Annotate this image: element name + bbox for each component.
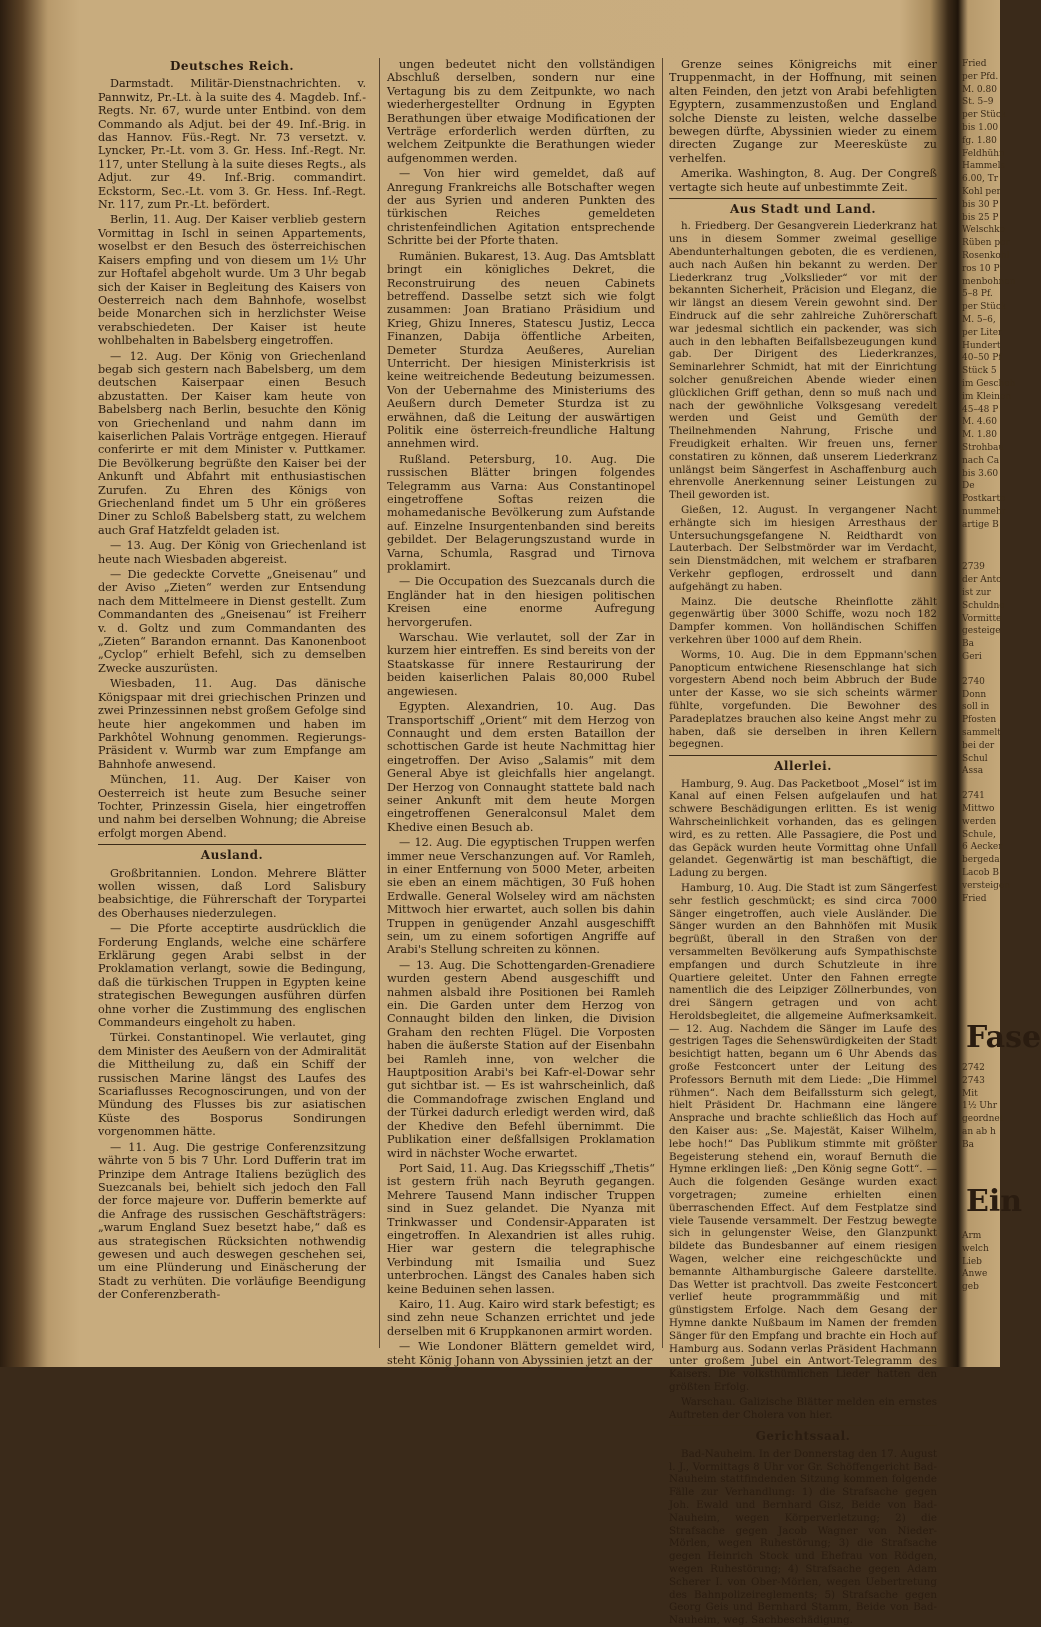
article-paragraph: Wiesbaden, 11. Aug. Das dänische Königspaar mit drei griechischen Prinzen und zwei Prinzessinnen nebst großem Gefolge sind heute hier angekommen und haben im Parkhôtel Wohnung genommen. Regierungs-Präsident v. Wurmb war zum Empfange am Bahnhofe anwesend. [98, 677, 366, 771]
article-paragraph: Amerika. Washington, 8. Aug. Der Congreß vertagte sich heute auf unbestimmte Zeit. [669, 167, 937, 194]
section-heading: Gerichtssaal. [755, 1429, 851, 1444]
edge-line: Fried [962, 893, 987, 904]
article-list [387, 58, 655, 1367]
edge-line: Hammels [962, 161, 1006, 172]
article-paragraph: — Wie Londoner Blättern gemeldet wird, steht König Johann von Abyssinien jetzt an der [387, 1340, 655, 1367]
edge-line: nach Ca [962, 455, 1000, 466]
edge-line: Strohbau [962, 442, 1005, 453]
edge-line: bis 3.60 [962, 468, 999, 479]
edge-text [962, 790, 1011, 905]
edge-line: Vormitte [962, 613, 1002, 624]
edge-line: bei der [962, 740, 995, 751]
edge-line: bis 30 P [962, 199, 999, 210]
edge-text [962, 1062, 1004, 1152]
edge-line: M. 4.60 [962, 417, 997, 428]
article-paragraph: Berlin, 11. Aug. Der Kaiser verblieb gestern Vormittag in Ischl in seinen Appartements, woselbst er den Besuch des österreichischen Kaisers empfing und von diesem um 1½ Uhr zur Hoftafel abgeholt wurde. Um 3 Uhr begab sich der Kaiser in Begleitung des Kaisers von Oesterreich nach dem Bahnhofe, woselbst beide Monarchen sich in herzlichster Weise verabschiedeten. Der Kaiser ist heute wohlbehalten in Babelsberg eingetroffen. [98, 213, 366, 348]
facing-page-edge [962, 1230, 1000, 1320]
edge-line: soll in [962, 702, 990, 713]
edge-line: fg. 1.80 [962, 135, 997, 146]
edge-line: 6 Aecker [962, 842, 1003, 853]
edge-line: 2742 [962, 1063, 985, 1073]
divider [669, 1425, 937, 1426]
edge-line: M. 0.80 [962, 84, 997, 95]
edge-line: Kohl per [962, 186, 1001, 197]
article-paragraph: Rumänien. Bukarest, 13. Aug. Das Amtsblatt bringt ein königliches Dekret, die Reconstruirung des neuen Cabinets betreffend. Dasselbe setzt sich wie folgt zusammen: Joan Bratiano Präsidium und Krieg, Ghizu Inneres, Statescu Justiz, Lecca Finanzen, Dabija öffentliche Arbeiten, Demeter Sturdza Aeußeres, Aurelian Unterricht. Der hiesigen Ministerkrisis ist keine weitreichende Bedeutung beizumessen. Von der Uebernahme des Ministeriums des Aeußern durch Demeter Sturdza ist zu erwähnen, daß die Leitung der auswärtigen Politik eine österreich-freundliche Haltung annehmen wird. [387, 249, 655, 451]
edge-line: Arm [962, 1231, 982, 1241]
article-list [98, 867, 366, 1302]
article-paragraph: Warschau. Galizische Blätter melden ein ernstes Auftreten der Cholera von hier. [669, 1395, 937, 1421]
edge-line: Schule, [962, 829, 996, 840]
edge-line: 2743 [962, 1075, 985, 1086]
edge-line: 2739 [962, 562, 985, 573]
edge-line: 40–50 Pf [962, 353, 1002, 364]
column-2 [387, 58, 655, 1367]
edge-line: Feldhühn [962, 148, 1005, 159]
edge-heading: Ein [966, 1184, 1023, 1219]
edge-line: werden [962, 816, 997, 827]
edge-line: 1½ Uhr [962, 1101, 997, 1112]
edge-line: ist zur [962, 588, 991, 599]
article-paragraph: München, 11. Aug. Der Kaiser von Oesterreich ist heute zum Besuche seiner Tochter, Prinzessin Gisela, hier eingetroffen und nahm bei derselben Wohnung; die Abreise erfolgt morgen Abend. [98, 773, 366, 840]
edge-line: nummehr [962, 506, 1007, 517]
edge-line: Ba [962, 639, 974, 650]
column-rule [662, 58, 663, 1348]
divider [669, 755, 937, 756]
article-list [98, 77, 366, 840]
article-paragraph: Rußland. Petersburg, 10. Aug. Die russischen Blätter bringen folgendes Telegramm aus Varna: Aus Constantinopel eingetroffene Softas reizen die mohamedanische Bevölkerung zum Aufstande auf. Einzelne Insurgentenbanden sind bereits gebildet. Der Belagerungszustand wurde in Varna, Schumla, Rasgrad und Tirnova proklamirt. [387, 452, 655, 574]
article-paragraph: Egypten. Alexandrien, 10. Aug. Das Transportschiff „Orient“ mit dem Herzog von Connaught und dem ersten Bataillon der schottischen Garde ist heute Nachmittag hier eingetroffen. Der Aviso „Salamis“ mit dem General Abye ist gleichfalls hier angelangt. Der Herzog von Connaught stattete bald nach seiner Ankunft mit dem heute Morgen eingetroffenen Generalconsul Malet dem Khedive einen Besuch ab. [387, 700, 655, 834]
article-paragraph: Türkei. Constantinopel. Wie verlautet, ging dem Minister des Aeußern von der Admiralität die Mittheilung zu, daß ein Schiff der russischen Marine längst des Laufes des Scariaflusses Recognoscirungen, und von der Mündung des Flusses bis zur asiatischen Küste des Bosporus Sondirungen vorgenommen hätte. [98, 1031, 366, 1139]
edge-text [962, 1230, 1000, 1294]
edge-line: Hundert [962, 340, 1001, 351]
facing-page-edge [962, 1062, 1004, 1172]
section-heading: Aus Stadt und Land. [729, 202, 877, 217]
edge-line: Lieb [962, 1256, 982, 1267]
column-3 [669, 58, 937, 1627]
article-paragraph: Großbritannien. London. Mehrere Blätter wollen wissen, daß Lord Salisbury beabsichtige, die Führerschaft der Torypartei des Oberhauses niederzulegen. [98, 866, 366, 920]
article-paragraph: Worms, 10. Aug. Die in dem Eppmann'schen Panopticum entwichene Riesenschlange hat sich vorgestern Abend noch beim Abbruch der Bude unter der Kasse, wo sie sich scheints wärmer fühlte, vorgefunden. Die Bewohner des Paradeplatzes brauchen also keine Angst mehr zu haben, daß sie derselben in ihren Kellern begegnen. [669, 648, 937, 751]
article-paragraph: Mainz. Die deutsche Rheinflotte zählt gegenwärtig über 3000 Schiffe, wozu noch 182 Dampfer kommen. Von holländischen Schiffen verkehren über 1000 auf dem Rhein. [669, 595, 937, 646]
edge-line: 5–8 Pf. [962, 289, 993, 300]
edge-line: Ba [962, 1139, 974, 1150]
article-paragraph: — Die gedeckte Corvette „Gneisenau“ und der Aviso „Zieten“ werden zur Entsendung nach dem Mittelmeere in Dienst gestellt. Zum Commandanten des „Gneisenau“ ist Freiherr v. d. Goltz und zum Commandanten des „Zieten“ Barandon ernannt. Das Kanonenboot „Cyclop“ erhielt Befehl, sich zu demselben Zwecke auszurüsten. [98, 568, 366, 675]
edge-line: Stück 5 [962, 366, 997, 377]
edge-line: bis 25 P [962, 212, 999, 223]
article-paragraph: — 13. Aug. Der König von Griechenland ist heute nach Wiesbaden abgereist. [98, 539, 366, 566]
edge-line: M. 1.80 [962, 430, 997, 441]
edge-line: Rüben per [962, 238, 1010, 249]
edge-line: Pfosten [962, 715, 997, 726]
edge-line: geordnet [962, 1114, 1004, 1125]
edge-line: im Gescheh [962, 378, 1016, 389]
edge-line: versteigen [962, 880, 1011, 891]
edge-line: 45–48 P [962, 404, 999, 415]
edge-line: bis 1.00 [962, 122, 999, 133]
article-list [669, 220, 937, 751]
edge-line: an ab h [962, 1126, 996, 1137]
edge-line: Mittwo [962, 804, 995, 815]
article-paragraph: Hamburg, 10. Aug. Die Stadt ist zum Sängerfest sehr festlich geschmückt; es sind circa 7000 Sänger eingetroffen, auch viele Ausländer. Die Sänger wurden an den Bahnhöfen mit Musik begrüßt, überall in den Straßen von der versammelten Bevölkerung aufs Sympathischste empfangen und durch Schutzleute in ihre Quartiere geleitet. Unter den Fahnen erregte namentlich die des Leipziger Zöllnerbundes, von drei Sängern getragen und von acht Heroldsbegleitet, die allgemeine Aufmerksamkeit. — 12. Aug. Nachdem die Sänger im Laufe des gestrigen Tages die Sehenswürdigkeiten der Stadt besichtigt hatten, begann um 6 Uhr Abends das große Festconcert unter der Leitung des Professors Bernuth mit dem Liede: „Die Himmel rühmen“. Nach dem Beifallssturm sich gelegt, hielt Präsident Dr. Hachmann eine längere Ansprache und brachte schließlich das Hoch auf den Kaiser aus: „Se. Majestät, Kaiser Wilhelm, lebe hoch!“ Das Publikum stimmte mit größter Begeisterung stehend ein, worauf Bernuth die Hymne erklingen ließ: „Den König segne Gott“. — Auch die folgenden Gesänge wurden exact vorgetragen; zumeine erhielten einen überraschenden Effect. Auf dem Festplatze sind viele Tausende versammelt. Der Festzug bewegte sich in gelungenster Weise, den Glanzpunkt bildete das Bundesbanner auf einem riesigen Wagen, welcher eine reichgeschückte und bemannte Althamburgische Galeere darstellte. Das Wetter ist prachtvoll. Das zweite Festconcert verlief heute programmmäßig und mit günstigstem Erfolge. Nach dem Gesang der Hymne dankte Nußbaum im Namen der fremden Sänger für den Empfang und brachte ein Hoch auf Hamburg aus. Sodann verlas Präsident Hachmann unter großem Jubel ein Antwort-Telegramm des Kaisers. Die volksthümlichen Lieder hatten den größten Erfolg. [669, 881, 937, 1393]
article-paragraph: Warschau. Wie verlautet, soll der Zar in kurzem hier eintreffen. Es sind bereits von der Staatskasse für innere Restaurirung der beiden kaiserlichen Palais 80,000 Rubel angewiesen. [387, 631, 655, 698]
edge-line: gesteige [962, 626, 1001, 637]
edge-line: Mit [962, 1088, 978, 1099]
edge-line: Lacob B [962, 868, 1000, 879]
edge-line: M. 5–6, [962, 314, 996, 325]
edge-text [962, 561, 1005, 663]
article-list [669, 58, 937, 194]
edge-line: ros 10 P [962, 263, 1000, 274]
edge-line: Schul [962, 753, 988, 764]
article-paragraph: Hamburg, 9. Aug. Das Packetboot „Mosel“ ist im Kanal auf einen Felsen aufgelaufen und hat schwere Beschädigungen erlitten. Es ist wenig Wahrscheinlichkeit vorhanden, das es gelingen wird, es zu retten. Alle Passagiere, die Post und das Gepäck wurden heute Vormittag ohne Unfall gelandet. Gegenwärtig ist man beschäftigt, die Ladung zu bergen. [669, 777, 937, 880]
column-rule [379, 58, 380, 1348]
article-paragraph: h. Friedberg. Der Gesangverein Liederkranz hat uns in diesem Sommer zweimal gesellige Abendunterhaltungen geboten, die es verdienen, auch nach Außen hin bekannt zu werden. Der Liederkranz trug „Volkslieder“ vor mit der bekannten Sicherheit, Präcision und Eleganz, die wir längst an diesem Verein gewohnt sind. Der Eindruck auf die sehr zahlreiche Zuhörerschaft war jedesmal sichtlich ein packender, was sich auch in den lebhaften Beifallsbezeugungen kund gab. Der Dirigent des Liederkranzes, Seminarlehrer Schmidt, hat mit der Einrichtung solcher genußreichen Abende wieder einen glücklichen Griff gethan, denn so muß nach und nach der gewöhnliche Volksgesang veredelt werden und Geist und Gemüth der Theilnehmenden Nahrung, Frische und Freudigkeit erhalten. Wir freuen uns, ferner constatiren zu können, daß unserem Liederkranz unlängst beim Sängerfest in Aschaffenburg auch ehrenvolle Anerkennung seiner Leistungen zu Theil geworden ist. [669, 220, 937, 502]
edge-line: St. 5–9 [962, 97, 994, 108]
edge-line: im Kleinen [962, 391, 1011, 402]
edge-line: 6.00, Tr [962, 174, 999, 185]
edge-line: artige B [962, 519, 999, 530]
edge-line: per Stück [962, 302, 1007, 313]
edge-line: Donn [962, 689, 987, 700]
divider [98, 844, 366, 845]
edge-line: Anwe [962, 1269, 988, 1280]
edge-line: Geri [962, 652, 982, 663]
edge-line: per Pfd. [962, 71, 999, 82]
edge-line: Rosenkohl [962, 250, 1010, 261]
edge-line: geb [962, 1282, 979, 1293]
article-paragraph: Kairo, 11. Aug. Kairo wird stark befestigt; es sind zehn neue Schanzen errichtet und jede derselben mit 6 Kruppkanonen armirt worden. [387, 1297, 655, 1338]
edge-line: per Stück [962, 110, 1007, 121]
edge-line: 2740 [962, 676, 985, 687]
edge-line: Fried [962, 59, 987, 69]
edge-line: Welschko [962, 225, 1006, 236]
edge-line: 2741 [962, 791, 985, 802]
article-paragraph: — 13. Aug. Die Schottengarden-Grenadiere wurden gestern Abend ausgeschifft und nahmen alsbald ihre Positionen bei Ramleh ein. Die Garden unter dem Herzog von Connaught bilden den linken, die Division Graham den rechten Flügel. Die Vorposten haben die äußerste Station auf der Eisenbahn bei Ramleh inne, von welcher die Hauptposition Arabi's bei Kafr-el-Dowar sehr gut sichtbar ist. — Es ist wahrscheinlich, daß die Commandofrage zwischen England und der Türkei dadurch erledigt werden wird, daß der Khedive den Befehl übernimmt. Die Publikation einer deßfallsigen Proklamation wird in nächster Woche erwartet. [387, 958, 655, 1160]
article-paragraph: Bad-Nauheim. In der Donnerstag den 17. August l. J., Vormittags 8 Uhr vor Gr. Schöffengericht Bad-Nauheim stattfindenden Sitzung kommen folgende Fälle zur Verhandlung: 1) die Strafsache gegen Joh. Ewald und Bernhard Gisz, Beide von Bad-Nauheim, wegen Körperverletzung; 2) die Strafsache gegen Jacob Wagner von Nieder-Mörlen, wegen Ruhestörung; 3) die Strafsache gegen Heinrich Stock und Ehefrau von Rödgen, wegen Ruhestörung; 4) Strafsache gegen Adam Scherer I. von Ober-Mörlen, wegen Uebertretung des Bahnpolizeireglements; 5) Strafsache gegen Georg Geis und Bernhard Stamm, Beide von Bad-Nauheim, weg. Sachbeschädigung. [669, 1447, 937, 1627]
section-heading: Allerlei. [774, 759, 832, 774]
article-paragraph: — 12. Aug. Der König von Griechenland begab sich gestern nach Babelsberg, um dem deutschen Kaiserpaar einen Besuch abzustatten. Der Kaiser kam heute von Babelsberg nach Berlin, besuchte den König von Griechenland und nahm dann im kaiserlichen Palais Vorträge entgegen. Hierauf conferirte er mit dem Minister v. Puttkamer. Die Bevölkerung begrüßte den Kaiser bei der Ankunft und Abfahrt mit enthusiastischen Zurufen. Zu Ehren des Königs von Griechenland findet um 5 Uhr ein größeres Diner zu Schloß Babelsberg statt, zu welchem auch Graf Hatzfeldt geladen ist. [98, 349, 366, 537]
article-paragraph: — 12. Aug. Die egyptischen Truppen werfen immer neue Verschanzungen auf. Vor Ramleh, in einer Entfernung von 5000 Meter, arbeiten sie eben an einem mächtigen, 30 Fuß hohen Erdwalle. General Wolseley wird am nächsten Mittwoch hier erwartet, auch sollen bis dahin Truppen in genügender Anzahl ausgeschifft sein, um zu einem sofortigen Angriffe auf Arabi's Stellung schreiten zu können. [387, 836, 655, 957]
article-list [669, 1448, 937, 1627]
section-heading: Deutsches Reich. [169, 59, 295, 73]
newspaper-page [98, 58, 940, 1627]
edge-line: Postkarte [962, 494, 1006, 505]
edge-line: per Liter [962, 327, 1003, 338]
edge-line: der Anto [962, 575, 1002, 586]
article-paragraph: — Die Occupation des Suezcanals durch die Engländer hat in den hiesigen politischen Kreisen eine enorme Aufregung hervorgerufen. [387, 575, 655, 629]
article-paragraph: Grenze seines Königreichs mit einer Truppenmacht, in der Hoffnung, mit seinen alten Feinden, den jetzt von Arabi befehligten Egyptern, zusammenzustoßen und England solche Dienste zu leisten, welche dasselbe bewegen dürfte, Abyssinien wieder zu einem directen Zugange zur Meeresküste zu verhelfen. [669, 58, 937, 165]
edge-text [962, 58, 1016, 531]
article-paragraph: — Von hier wird gemeldet, daß auf Anregung Frankreichs alle Botschafter wegen der aus Syrien und anderen Punkten des türkischen Reiches gemeldeten christenfeindlichen Agitation entsprechende Schritte bei der Pforte thaten. [387, 167, 655, 248]
article-paragraph: Gießen, 12. August. In vergangener Nacht erhängte sich im hiesigen Arresthaus der Untersuchungsgefangene N. Reidthardt von Lauterbach. Der Selbstmörder war im Verdacht, sein Dienstmädchen, mit welchem er strafbaren Verkehr gepflogen, erdrosselt und dann aufgehängt zu haben. [669, 504, 937, 593]
article-paragraph: Port Said, 11. Aug. Das Kriegsschiff „Thetis“ ist gestern früh nach Beyruth gegangen. Mehrere Tausend Mann indischer Truppen sind in Suez gelandet. Die Nyanza mit Trinkwasser und Condensir-Apparaten ist eingetroffen. In Alexandrien ist alles ruhig. Hier war gestern die telegraphische Verbindung mit Ismailia und Suez unterbrochen. Längst des Canales haben sich keine Beduinen sehen lassen. [387, 1161, 655, 1296]
edge-line: bergeda [962, 855, 1000, 866]
section-heading: Ausland. [200, 848, 264, 863]
column-1 [98, 58, 366, 1348]
edge-line: Schuldne [962, 600, 1005, 611]
edge-line: sammelt [962, 728, 1001, 739]
article-list [669, 778, 937, 1422]
article-paragraph: Darmstadt. Militär-Dienstnachrichten. v. Pannwitz, Pr.-Lt. à la suite des 4. Magdeb. Inf.-Regts. Nr. 67, wurde unter Entbind. von dem Commando als Adjut. bei der 49. Inf.-Brig. in das Hannov. Füs.-Regt. Nr. 73 versetzt. v. Lyncker, Pr.-Lt. vom 3. Gr. Hess. Inf.-Regt. Nr. 117, unter Stellung à la suite dieses Regts., als Adjut. zur 49. Inf.-Brig. commandirt. Eckstorm, Sec.-Lt. vom 3. Gr. Hess. Inf.-Regt. Nr. 117, zum Pr.-Lt. befördert. [98, 77, 366, 212]
edge-heading: Fase [966, 1020, 1041, 1055]
edge-line: welch [962, 1243, 989, 1254]
article-paragraph: — 11. Aug. Die gestrige Conferenzsitzung währte von 5 bis 7 Uhr. Lord Dufferin trat im Prinzipe dem Antrage Italiens bezüglich des Suezcanals bei, behielt sich jedoch den Fall der force majeure vor. Dufferin bemerkte auf die Anfrage des russischen Geschäftsträgers: „warum England Suez besetzt habe,“ daß es aus strategischen Rücksichten nothwendig gewesen und auch deswegen geschehen sei, um eine Plünderung und Einäscherung der Stadt zu verhüten. Die vorläufige Beendigung der Conferenzberath- [98, 1140, 366, 1302]
edge-line: menbohnen [962, 276, 1016, 287]
edge-line: De [962, 481, 975, 492]
article-paragraph: ungen bedeutet nicht den vollständigen Abschluß derselben, sondern nur eine Vertagung bis zu dem Zeitpunkte, wo nach wiederhergestellter Ordnung in Egypten Berathungen über etwaige Modificationen der Verträge erforderlich werden dürften, zu welchem Zeitpunkte die Berathungen wieder aufgenommen werden. [387, 58, 655, 165]
article-paragraph: — Die Pforte acceptirte ausdrücklich die Forderung Englands, welche eine schärfere Erklärung gegen Arabi selbst in der Proklamation verlangt, sowie die Bedingung, daß die türkischen Truppen in Egypten keine strategischen Bewegungen ausführen dürfen ohne vorher die Zustimmung des englischen Commandeurs eingeholt zu haben. [98, 922, 366, 1030]
divider [669, 198, 937, 199]
edge-line: Assa [962, 766, 984, 777]
edge-text [962, 676, 1000, 778]
